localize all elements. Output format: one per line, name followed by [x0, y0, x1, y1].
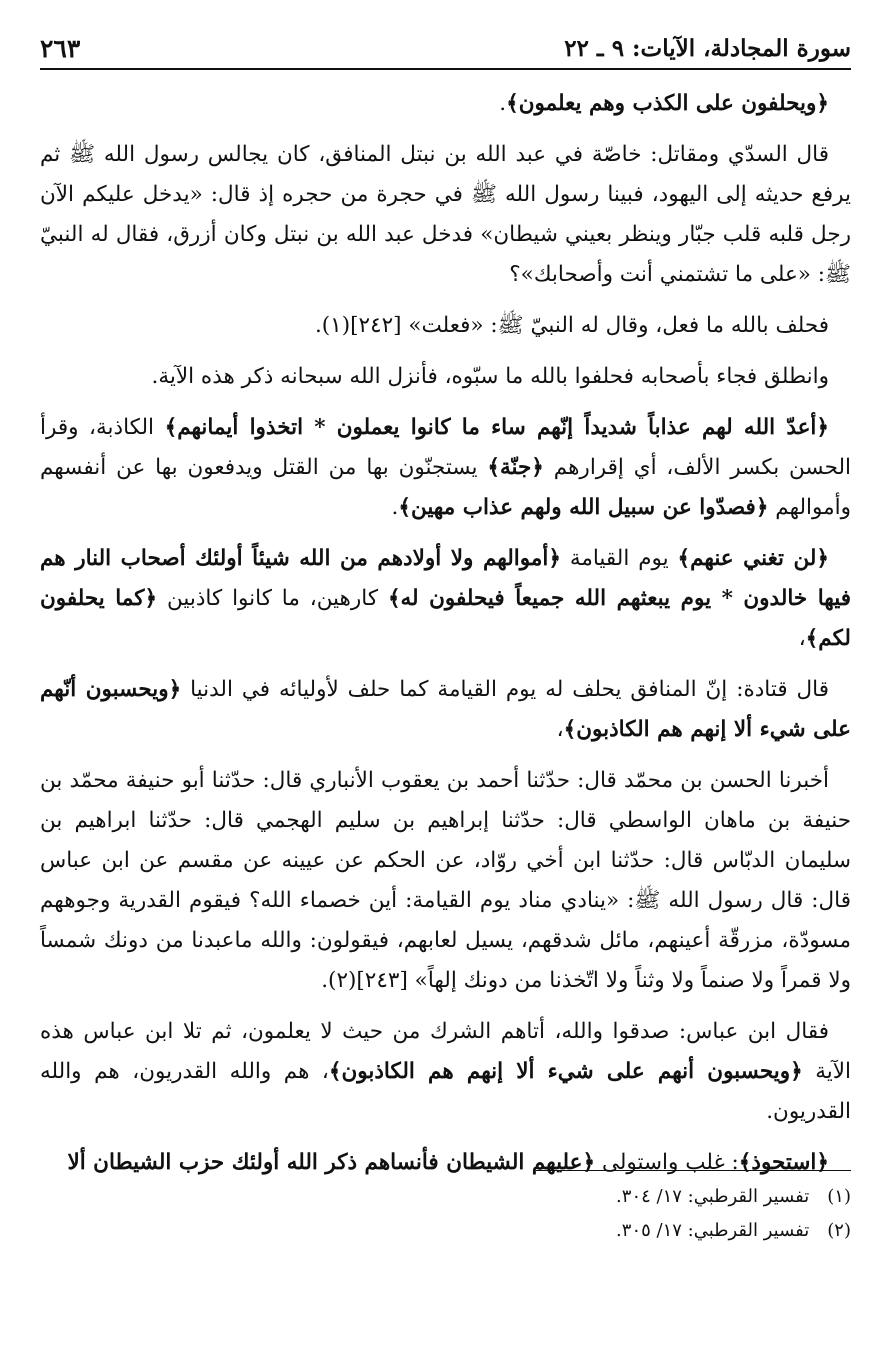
paragraph-1 — [40, 84, 851, 124]
quran-quote: ﴿كما يحلفون لكم﴾ — [40, 586, 851, 651]
paragraph-3 — [40, 306, 851, 346]
paragraph-5 — [40, 408, 851, 528]
quran-quote: ﴿جنّة﴾ — [487, 455, 544, 480]
paragraph-text: ، هم والله القدريون، هم والله القدريون. — [40, 1059, 851, 1124]
page-header — [40, 28, 851, 70]
page-body — [40, 84, 851, 1194]
quran-quote: ﴿أعدّ الله لهم عذاباً شديداً إنّهم ساء ما كانوا يعملون * اتخذوا أيمانهم﴾ — [164, 415, 830, 440]
paragraph-text: قال السدّي ومقاتل: خاصّة في عبد الله بن نبتل المنافق، كان يجالس رسول الله ﷺ ثم يرفع حديثه إلى اليهود، فبينا رسول الله ﷺ في حجرة من حجره إذ قال: «يدخل عليكم الآن رجل قلبه قلب جبّار وينظر بعيني شيطان» فدخل عبد الله بن نبتل وكان أزرق، فقال له النبيّ ﷺ: «على ما تشتمني أنت وأصحابك»؟ — [40, 142, 851, 287]
paragraph-text: الكاذبة، وقرأ الحسن بكسر الألف، أي إقرارهم — [40, 415, 851, 480]
footnote-number: (١) — [827, 1186, 851, 1207]
footnote-text: تفسير القرطبي: ١٧/ ٣٠٤. — [616, 1186, 810, 1207]
paragraph-4 — [40, 357, 851, 397]
footnote-text: تفسير القرطبي: ١٧/ ٣٠٥. — [616, 1220, 810, 1241]
paragraph-text: فقال ابن عباس: صدقوا والله، أتاهم الشرك من حيث لا يعلمون، ثم تلا ابن عباس هذه الآية — [40, 1019, 851, 1084]
paragraph-text: ، — [556, 717, 564, 742]
paragraph-text: كارهين، ما كانوا كاذبين — [157, 586, 388, 611]
paragraph-text: : غلب واستولى — [595, 1150, 739, 1175]
paragraph-text: أخبرنا الحسن بن محمّد قال: حدّثنا أحمد بن يعقوب الأنباري قال: حدّثنا أبو حنيفة محمّد بن حنيفة بن ماهان الواسطي قال: حدّثنا إبراهيم بن سليم الهجمي قال: حدّثنا ابراهيم بن سليمان الدبّاس قال: حدّثنا ابن أخي روّاد، عن الحكم عن عيينه عن مقسم عن ابن عباس قال: قال رسول الله ﷺ: «ينادي مناد يوم القيامة: أين خصماء الله؟ فيقوم القدرية وجوههم مسودّة، مزرقّة أعينهم، مائل شدقهم، يسيل لعابهم، فيقولون: والله ماعبدنا من دونك شمساً ولا قمراً ولا صنماً ولا وثناً ولا اتّخذنا من دونك إلهاً» [٢٤٣](٢). — [40, 768, 851, 993]
quran-quote: ﴿فصدّوا عن سبيل الله ولهم عذاب مهين﴾ — [398, 495, 769, 520]
page-number: ٢٦٣ — [40, 33, 81, 63]
quran-quote: ﴿لن تغني عنهم﴾ — [677, 546, 830, 571]
paragraph-9 — [40, 1012, 851, 1132]
paragraph-6 — [40, 539, 851, 659]
paragraph-7 — [40, 670, 851, 750]
quran-quote: ﴿عليهم الشيطان فأنساهم ذكر الله أولئك حزب الشيطان ألا — [67, 1150, 596, 1175]
quran-quote: ﴿ويحسبون أنهم على شيء ألا إنهم هم الكاذبون﴾ — [328, 1059, 803, 1084]
paragraph-text: . — [499, 91, 507, 116]
paragraph-text: قال قتادة: إنّ المنافق يحلف له يوم القيامة كما حلف لأوليائه في الدنيا — [181, 677, 829, 702]
paragraph-2 — [40, 135, 851, 295]
paragraph-10 — [40, 1143, 851, 1183]
footnotes — [40, 1180, 851, 1248]
paragraph-text: وانطلق فجاء بأصحابه فحلفوا بالله ما سبّوه، فأنزل الله سبحانه ذكر هذه الآية. — [151, 364, 829, 389]
paragraph-8 — [40, 761, 851, 1001]
footnote-2 — [40, 1214, 851, 1248]
paragraph-text: ، — [798, 626, 806, 651]
footnote-1 — [40, 1180, 851, 1214]
paragraph-text: يوم القيامة — [560, 546, 678, 571]
paragraph-text: فحلف بالله ما فعل، وقال له النبيّ ﷺ: «فعلت» [٢٤٢](١). — [314, 313, 829, 338]
quran-quote: ﴿أموالهم ولا أولادهم من الله شيئاً أولئك أصحاب النار هم فيها خالدون * يوم يبعثهم الله جميعاً فيحلفون له﴾ — [40, 546, 851, 611]
footnote-number: (٢) — [827, 1220, 851, 1241]
quran-quote: ﴿ويحلفون على الكذب وهم يعلمون﴾ — [506, 91, 829, 116]
quran-quote: ﴿استحوذ﴾ — [738, 1150, 829, 1175]
surah-title: سورة المجادلة، الآيات: ٩ ـ ٢٢ — [564, 34, 851, 62]
quran-quote: ﴿ويحسبون أنّهم على شيء ألا إنهم هم الكاذبون﴾ — [40, 677, 851, 742]
paragraph-text: . — [391, 495, 399, 520]
paragraph-text: يستجنّون بها من القتل ويدفعون بها عن أنفسهم وأموالهم — [40, 455, 851, 520]
footnote-divider — [536, 1170, 851, 1171]
